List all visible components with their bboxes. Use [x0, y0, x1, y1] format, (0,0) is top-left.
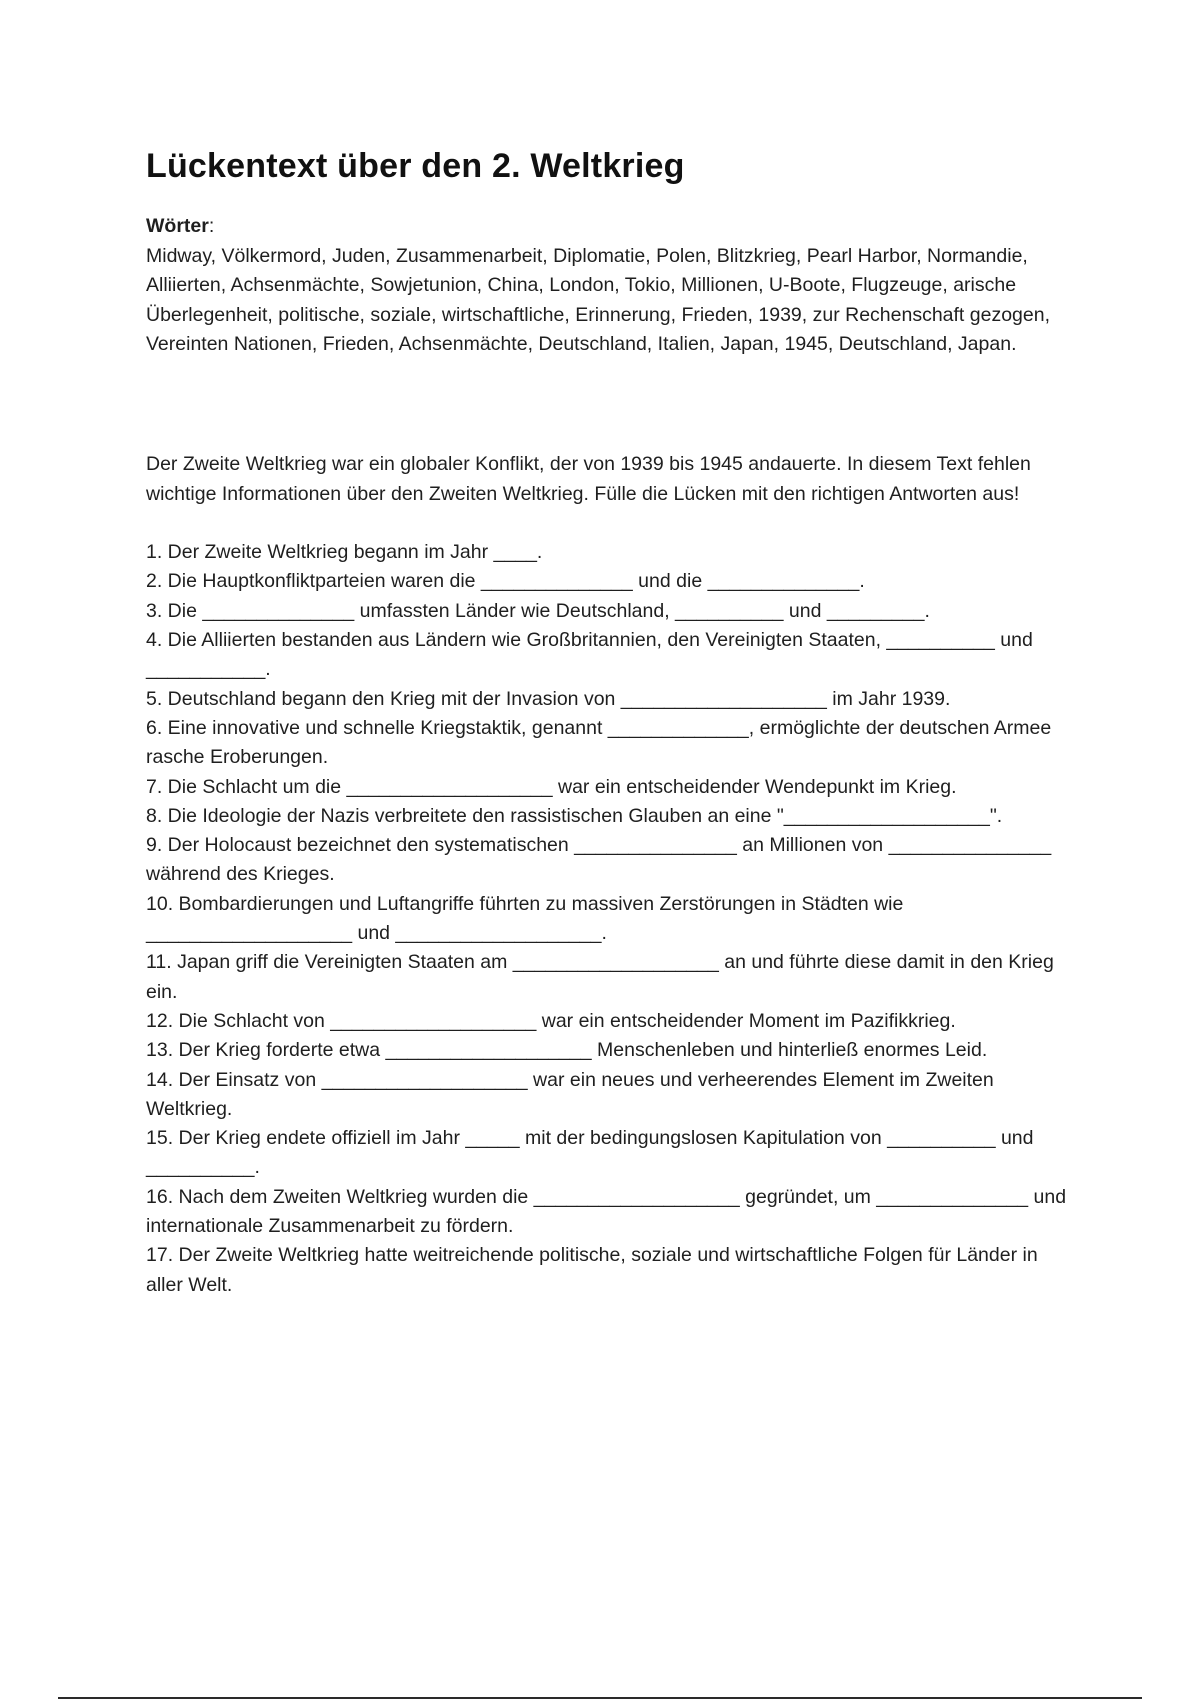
word-bank-colon: : [208, 215, 215, 237]
footer-divider [58, 1697, 1142, 1699]
question-item: 14. Der Einsatz von ___________________ war ein neues und verheerendes Element im Zweiten Weltkrieg. [146, 1068, 994, 1120]
page-title: Lückentext über den 2. Weltkrieg [146, 147, 685, 185]
question-item: 3. Die ______________ umfassten Länder wie Deutschland, __________ und _________. [146, 599, 930, 622]
question-list [146, 538, 1076, 1300]
question-item: 6. Eine innovative und schnelle Kriegstaktik, genannt _____________, ermöglichte der deutschen Armee rasche Eroberungen. [146, 716, 1052, 769]
worksheet-page [146, 140, 1076, 1300]
question-item: 1. Der Zweite Weltkrieg begann im Jahr ____. [146, 541, 543, 564]
word-bank [146, 212, 1076, 360]
word-bank-heading [146, 212, 1076, 242]
question-item: 8. Die Ideologie der Nazis verbreitete den rassistischen Glauben an eine "___________________". [146, 804, 1003, 827]
question-item: 15. Der Krieg endete offiziell im Jahr _____ mit der bedingungslosen Kapitulation von __________ und __________. [146, 1127, 1034, 1179]
question-item: 11. Japan griff die Vereinigten Staaten am ___________________ an und führte diese damit in den Krieg ein. [146, 951, 1054, 1003]
question-item: 16. Nach dem Zweiten Weltkrieg wurden die ___________________ gegründet, um ______________ und internationale Zusammenarbeit zu fördern. [146, 1185, 1067, 1237]
question-item: 17. Der Zweite Weltkrieg hatte weitreichende politische, soziale und wirtschaftliche Folgen für Länder in aller Welt. [146, 1244, 1038, 1296]
word-bank-list: Midway, Völkermord, Juden, Zusammenarbeit, Diplomatie, Polen, Blitzkrieg, Pearl Harbor, Normandie, Alliierten, Achsenmächte, Sowjetunion, China, London, Tokio, Millionen, U-Boote, Flugzeuge, arische Überlegenheit, politische, soziale, wirtschaftliche, Erinnerung, Frieden, 1939, zur Rechenschaft gezogen, Vereinten Nationen, Frieden, Achsenmächte, Deutschland, Italien, Japan, 1945, Deutschland, Japan. [146, 244, 1051, 356]
question-item: 5. Deutschland begann den Krieg mit der Invasion von ___________________ im Jahr 1939. [146, 687, 951, 710]
question-item: 7. Die Schlacht um die ___________________ war ein entscheidender Wendepunkt im Krieg. [146, 775, 957, 798]
question-item: 4. Die Alliierten bestanden aus Ländern wie Großbritannien, den Vereinigten Staaten, __________ und ___________. [146, 629, 1033, 681]
question-item: 10. Bombardierungen und Luftangriffe führten zu massiven Zerstörungen in Städten wie ___________________ und ___________________. [146, 892, 904, 945]
question-item: 12. Die Schlacht von ___________________ war ein entscheidender Moment im Pazifikkrieg. [146, 1009, 956, 1032]
question-item: 13. Der Krieg forderte etwa ___________________ Menschenleben und hinterließ enormes Leid. [146, 1039, 988, 1062]
intro-paragraph: Der Zweite Weltkrieg war ein globaler Konflikt, der von 1939 bis 1945 andauerte. In diesem Text fehlen wichtige Informationen über den Zweiten Weltkrieg. Fülle die Lücken mit den richtigen Antworten aus! [146, 452, 1031, 505]
word-bank-label: Wörter [146, 215, 209, 237]
question-item: 9. Der Holocaust bezeichnet den systematischen _______________ an Millionen von _______________ während des Krieges. [146, 834, 1052, 886]
question-item: 2. Die Hauptkonfliktparteien waren die ______________ und die ______________. [146, 570, 865, 593]
